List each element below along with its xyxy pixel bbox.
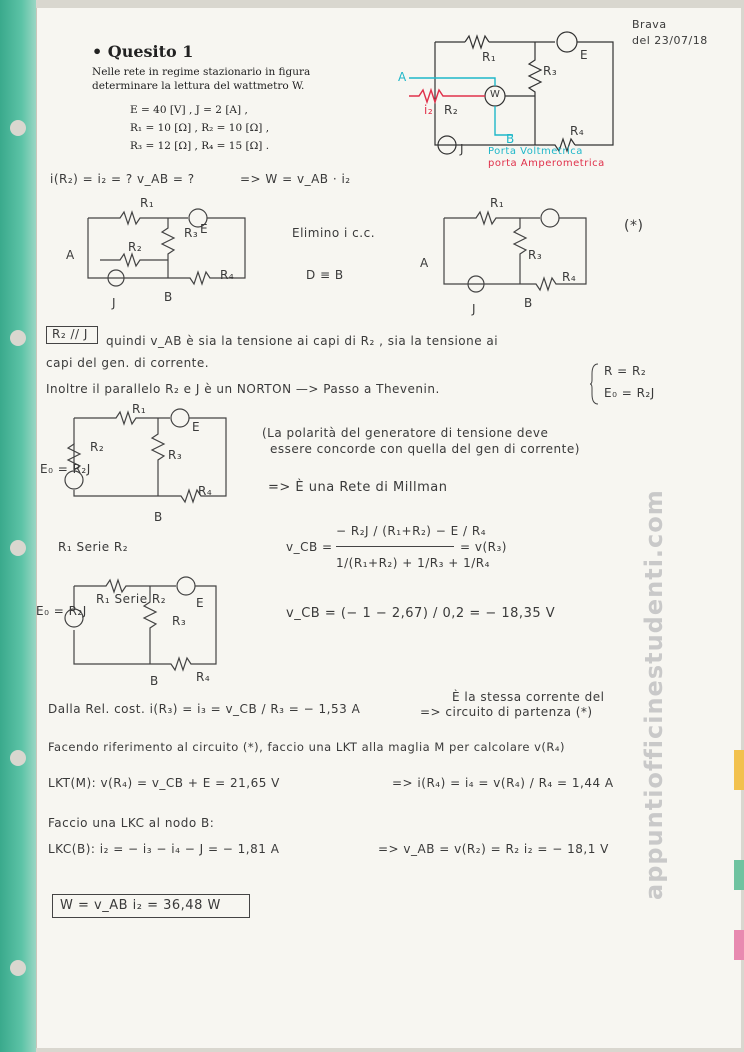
c4-label-b: B	[150, 674, 159, 688]
c3-label-r4: R₄	[198, 484, 213, 498]
final-result: W = v_AB i₂ = 36,48 W	[60, 898, 221, 913]
rel-cost-line: Dalla Rel. cost. i(R₃) = i₃ = v_CB / R₃ = − 1,53 A	[48, 702, 361, 716]
vcb-calculation: v_CB = (− 1 − 2,67) / 0,2 = − 18,35 V	[286, 606, 556, 621]
fig-wattmeter-label: W	[490, 89, 501, 100]
same-current-note-2: => circuito di partenza (*)	[420, 705, 593, 719]
explanation-line-1: quindi v_AB è sia la tensione ai capi di R₂ , sia la tensione ai	[106, 334, 499, 348]
polarity-note-1: (La polarità del generatore di tensione deve	[262, 426, 549, 440]
c2-label-b: B	[524, 296, 533, 310]
c4-source-label: E₀ = R₂J	[36, 604, 87, 618]
legend-voltmetric: Porta Voltmetrica	[488, 146, 583, 157]
unknowns-note: i(R₂) = i₂ = ? v_AB = ?	[50, 172, 195, 186]
c2-label-a: A	[420, 256, 429, 270]
c2-label-r4: R₄	[562, 270, 577, 284]
eliminate-shorts-note: Elimino i c.c.	[292, 226, 376, 240]
c3-label-r2: R₂	[90, 440, 105, 454]
fig-label-r4: R₄	[570, 124, 585, 138]
c3-label-e: E	[192, 420, 201, 434]
thevenin-e: E₀ = R₂J	[604, 386, 655, 400]
circuit-sketch-1	[80, 198, 260, 298]
circuit-sketch-2	[436, 200, 616, 300]
c2-label-j: J	[472, 302, 477, 316]
lkt-result: => i(R₄) = i₄ = v(R₄) / R₄ = 1,44 A	[392, 776, 614, 790]
c3-label-b: B	[154, 510, 163, 524]
lkc-result: => v_AB = v(R₂) = R₂ i₂ = − 18,1 V	[378, 842, 609, 856]
explanation-line-2: capi del gen. di corrente.	[46, 356, 210, 370]
vcb-denominator: 1/(R₁+R₂) + 1/R₃ + 1/R₄	[336, 556, 490, 570]
c1-label-r3: R₃	[184, 226, 199, 240]
lkc-intro: Faccio una LKC al nodo B:	[48, 816, 215, 830]
c3-source-label: E₀ = R₂J	[40, 462, 91, 476]
vcb-fraction-bar	[336, 546, 454, 547]
legend-amperometric: porta Amperometrica	[488, 158, 605, 169]
fig-label-r3: R₃	[543, 64, 558, 78]
wattmeter-formula: => W = v_AB · i₂	[240, 172, 351, 186]
author-note: Brava	[632, 18, 667, 31]
c2-label-r1: R₁	[490, 196, 505, 210]
fig-label-i2: i₂	[424, 103, 434, 117]
c1-label-e: E	[200, 222, 209, 236]
c4-label-r4: R₄	[196, 670, 211, 684]
c4-series-label: R₁ Serie R₂	[96, 592, 167, 606]
c1-label-r1: R₁	[140, 196, 155, 210]
circuit-star-marker: (*)	[624, 218, 644, 234]
problem-values-1: E = 40 [V] , J = 2 [A] ,	[130, 104, 248, 116]
fig-label-r1: R₁	[482, 50, 497, 64]
c4-label-r3: R₃	[172, 614, 187, 628]
thevenin-r: R = R₂	[604, 364, 647, 378]
vcb-lhs: v_CB =	[286, 540, 333, 554]
lkt-equation: LKT(M): v(R₄) = v_CB + E = 21,65 V	[48, 776, 280, 790]
problem-text-line-2: determinare la lettura del wattmetro W.	[92, 80, 305, 92]
fig-label-e: E	[580, 48, 589, 62]
brace	[590, 362, 600, 406]
circuit-sketch-4	[66, 572, 246, 672]
sticky-tab	[734, 750, 744, 790]
problem-text-line-1: Nelle rete in regime stazionario in figura	[92, 66, 311, 78]
watermark	[640, 880, 668, 900]
sticky-tab	[734, 930, 744, 960]
vcb-rhs: = v(R₃)	[460, 540, 507, 554]
same-current-note-1: È la stessa corrente del	[452, 690, 605, 704]
fig-label-r2: R₂	[444, 103, 459, 117]
c2-label-r3: R₃	[528, 248, 543, 262]
c3-label-r1: R₁	[132, 402, 147, 416]
fig-label-j: J	[460, 142, 465, 156]
c3-label-r3: R₃	[168, 448, 183, 462]
series-note: R₁ Serie R₂	[58, 540, 129, 554]
node-equivalence: D ≡ B	[306, 268, 344, 282]
c1-label-j: J	[112, 296, 117, 310]
notebook-binding	[0, 0, 36, 1052]
fig-label-a: A	[398, 70, 407, 84]
c1-label-r4: R₄	[220, 268, 235, 282]
c4-label-e: E	[196, 596, 205, 610]
problem-values-3: R₃ = 12 [Ω] , R₄ = 15 [Ω] .	[130, 140, 270, 152]
lkc-equation: LKC(B): i₂ = − i₃ − i₄ − J = − 1,81 A	[48, 842, 280, 856]
millman-note: => È una Rete di Millman	[268, 480, 448, 495]
problem-values-2: R₁ = 10 [Ω] , R₂ = 10 [Ω] ,	[130, 122, 270, 134]
norton-note: Inoltre il parallelo R₂ e J è un NORTON —> Passo a Thevenin.	[46, 382, 440, 396]
fig-label-b: B	[506, 132, 515, 146]
problem-title: • Quesito 1	[92, 42, 194, 61]
parallel-note: R₂ // J	[52, 327, 88, 341]
c1-label-r2: R₂	[128, 240, 143, 254]
vcb-numerator: − R₂J / (R₁+R₂) − E / R₄	[336, 524, 487, 538]
c1-label-b: B	[164, 290, 173, 304]
polarity-note-2: essere concorde con quella del gen di corrente)	[270, 442, 580, 456]
reference-note: Facendo riferimento al circuito (*), faccio una LKT alla maglia M per calcolare v(R₄)	[48, 740, 565, 754]
sticky-tab	[734, 860, 744, 890]
date-note: del 23/07/18	[632, 34, 708, 47]
c1-label-a: A	[66, 248, 75, 262]
circuit-sketch-3	[66, 404, 246, 504]
